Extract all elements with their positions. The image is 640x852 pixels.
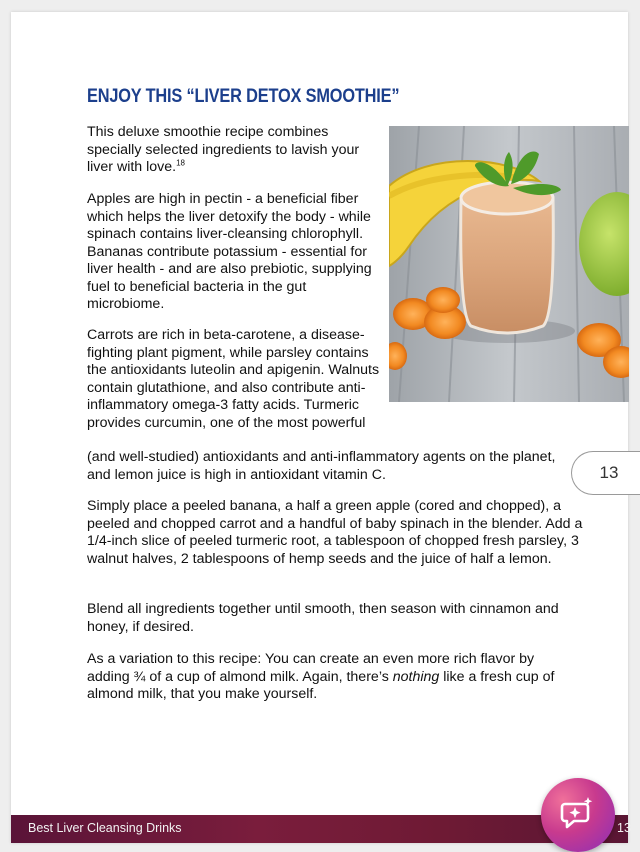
smoothie-glass (461, 198, 554, 333)
sparkle-chat-button[interactable] (541, 778, 615, 852)
page-indicator-tab[interactable]: 13 (571, 451, 640, 495)
variation-text-2: like a fresh cup of almond milk, that you make yourself. (87, 668, 555, 702)
variation-text-1: As a variation to this recipe: You can create an even more rich flavor by adding ¾ of a cup of almond milk. Again, there’s (87, 651, 535, 685)
instructions-paragraph: Simply place a peeled banana, a half a green apple (cored and chopped), a peeled and chopped carrot and a handful of baby spinach in the blender. Add a 1/4-inch slice of peeled turmeric root, a tablespoon of chopped fresh parsley, 3 walnut halves, 2 tablespoons of hemp seeds and the juice of half a lemon. (87, 498, 583, 567)
footer-book-title: Best Liver Cleansing Drinks (28, 821, 182, 835)
carrots-paragraph-continued: (and well-studied) antioxidants and anti-inflammatory agents on the planet, and lemon juice is high in antioxidant vitamin C. (87, 449, 556, 483)
footnote-ref[interactable]: 18 (176, 158, 186, 168)
variation-emphasis: nothing (392, 668, 440, 685)
sparkle-chat-icon (559, 794, 597, 837)
blend-paragraph: Blend all ingredients together until smooth, then season with cinnamon and honey, if desired. (87, 601, 559, 635)
apples-paragraph: Apples are high in pectin - a beneficial fiber which helps the liver detoxify the body - while spinach contains liver-cleansing chlorophyll. Bananas contribute potassium - essential for liver health - and are also prebiotic, supplying fuel to beneficial bacteria in the gut microbiome. (87, 191, 372, 312)
variation-paragraph (87, 651, 557, 704)
intro-text: This deluxe smoothie recipe combines specially selected ingredients to lavish your liver with love. (87, 124, 360, 175)
carrots-paragraph: Carrots are rich in beta-carotene, a disease-fighting plant pigment, while parsley contains the antioxidants luteolin and apigenin. Walnuts contain glutathione, and also contribute anti-inflammatory omega-3 fatty acids. Turmeric provides curcumin, one of the most powerful (87, 327, 380, 431)
article-title: ENJOY THIS “LIVER DETOX SMOOTHIE” (87, 86, 400, 107)
intro-paragraph (87, 124, 379, 177)
smoothie-photo (389, 126, 629, 402)
footer-page-number: 13 (617, 821, 631, 835)
